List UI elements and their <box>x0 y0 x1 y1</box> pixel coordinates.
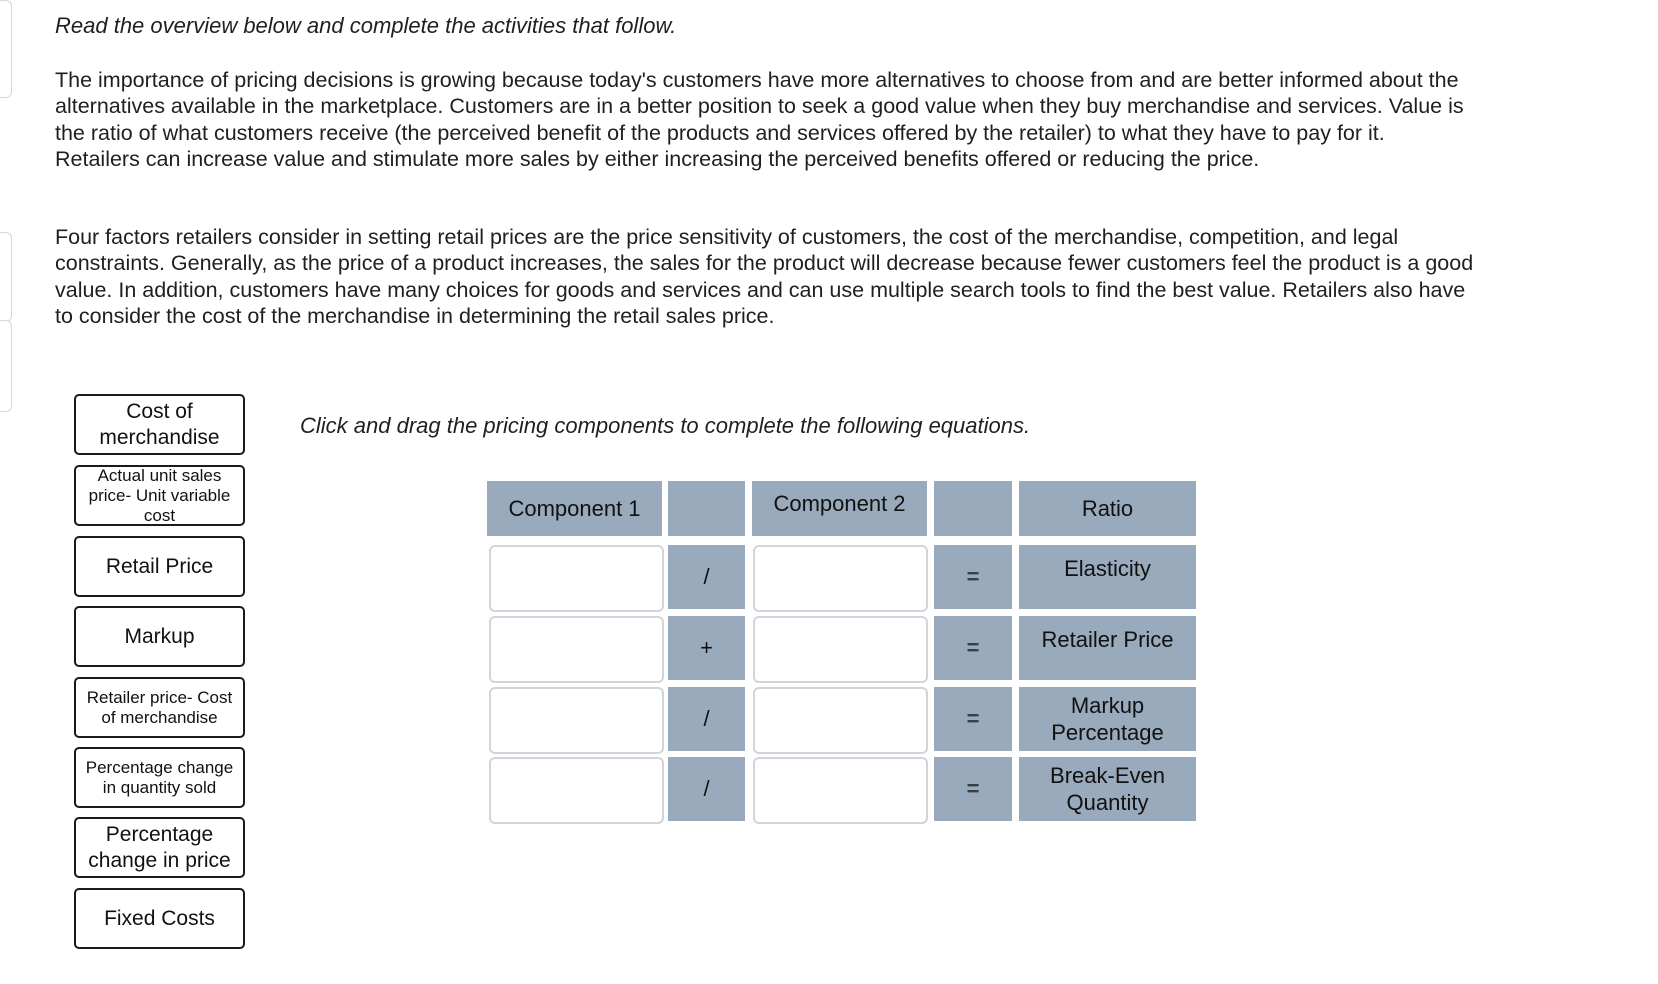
component-chip-retailer-price-minus-cost[interactable]: Retailer price- Cost of merchandise <box>74 677 245 738</box>
component-chip-pct-change-price[interactable]: Percentage change in price <box>74 817 245 878</box>
header-equals-blank <box>934 481 1012 536</box>
row1-operator: / <box>668 545 745 609</box>
row3-component2-dropzone[interactable] <box>753 687 928 754</box>
component-chip-unit-sales-minus-variable-cost[interactable]: Actual unit sales price- Unit variable cost <box>74 465 245 526</box>
row2-ratio-retailer-price: Retailer Price <box>1019 616 1196 680</box>
side-panel-edge-bottom <box>0 320 12 412</box>
component-chip-pct-change-quantity[interactable]: Percentage change in quantity sold <box>74 747 245 808</box>
component-chip-markup[interactable]: Markup <box>74 606 245 667</box>
instructions-text: Read the overview below and complete the activities that follow. <box>55 13 677 38</box>
side-panel-edge-top <box>0 0 12 98</box>
component-chip-retail-price[interactable]: Retail Price <box>74 536 245 597</box>
row4-equals: = <box>934 757 1012 821</box>
side-panel-edge-middle <box>0 232 12 322</box>
row1-ratio-elasticity: Elasticity <box>1019 545 1196 609</box>
row4-component2-dropzone[interactable] <box>753 757 928 824</box>
header-component-1: Component 1 <box>487 481 662 536</box>
row2-equals: = <box>934 616 1012 680</box>
overview-paragraph-1: The importance of pricing decisions is growing because today's customers have more alternatives to choose from and are better informed about the alternatives available in the marketplace. Customers are in a better position to seek a good value when they buy merchandise and services. Value is the ratio of what customers receive (the perceived benefit of the products and services offered by the retailer) to what they have to pay for it. Retailers can increase value and stimulate more sales by either increasing the perceived benefits offered or reducing the price. <box>55 68 1464 171</box>
component-chip-fixed-costs[interactable]: Fixed Costs <box>74 888 245 949</box>
row4-component1-dropzone[interactable] <box>489 757 664 824</box>
header-operator-blank <box>668 481 745 536</box>
overview-paragraph-2: Four factors retailers consider in setting retail prices are the price sensitivity of customers, the cost of the merchandise, competition, and legal constraints. Generally, as the price of a product increases, the sales for the product will decrease because fewer customers feel the product is a good value. In addition, customers have many choices for goods and services and can use multiple search tools to find the best value. Retailers also have to consider the cost of the merchandise in determining the retail sales price. <box>55 225 1474 328</box>
component-chip-cost-of-merchandise[interactable]: Cost of merchandise <box>74 394 245 455</box>
row2-component1-dropzone[interactable] <box>489 616 664 683</box>
row3-operator: / <box>668 687 745 751</box>
row4-operator: / <box>668 757 745 821</box>
header-component-2: Component 2 <box>752 481 927 536</box>
row2-component2-dropzone[interactable] <box>753 616 928 683</box>
row3-ratio-markup-percentage: Markup Percentage <box>1019 687 1196 751</box>
drag-instruction-text: Click and drag the pricing components to complete the following equations. <box>300 413 1031 438</box>
row4-ratio-break-even-quantity: Break-Even Quantity <box>1019 757 1196 821</box>
row1-component1-dropzone[interactable] <box>489 545 664 612</box>
row2-operator: + <box>668 616 745 680</box>
row1-component2-dropzone[interactable] <box>753 545 928 612</box>
row3-component1-dropzone[interactable] <box>489 687 664 754</box>
row1-equals: = <box>934 545 1012 609</box>
header-ratio: Ratio <box>1019 481 1196 536</box>
row3-equals: = <box>934 687 1012 751</box>
